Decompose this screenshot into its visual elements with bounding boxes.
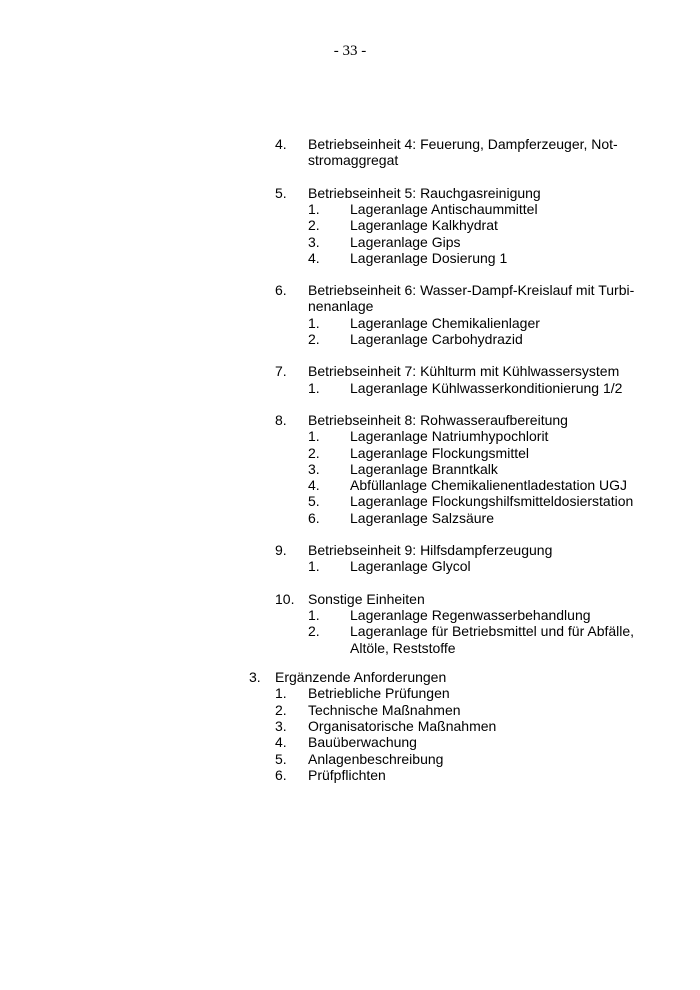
list-text: Altöle, Reststoffe <box>350 639 456 656</box>
list-number: 4. <box>275 136 287 152</box>
list-number: 4. <box>308 477 320 494</box>
list-number: 1. <box>308 558 320 575</box>
list-text: Lageranlage Branntkalk <box>350 460 498 477</box>
list-text: Lageranlage Flockungshilfsmitteldosierstation <box>350 493 634 510</box>
list-text: Betriebseinheit 9: Hilfsdampferzeugung <box>308 542 553 558</box>
list-text: Lageranlage Gips <box>350 233 461 250</box>
list-text: Betriebliche Prüfungen <box>308 685 450 702</box>
list-number: 1. <box>308 200 320 217</box>
list-text: stromaggregat <box>308 152 399 169</box>
list-text: Prüfpflichten <box>308 766 386 783</box>
list-number: 1. <box>308 606 320 623</box>
list-number: 1. <box>275 685 287 702</box>
list-text: Lageranlage Chemikalienlager <box>350 314 540 331</box>
list-text: Sonstige Einheiten <box>308 590 425 607</box>
list-number: 4. <box>308 249 320 266</box>
list-number: 4. <box>275 734 287 751</box>
list-number: 6. <box>275 282 287 299</box>
list-text: Lageranlage Natriumhypochlorit <box>350 428 549 445</box>
list-number: 2. <box>308 331 320 347</box>
list-text: Betriebseinheit 6: Wasser-Dampf-Kreislauf mit Turbi- <box>308 282 635 299</box>
list-text: Lageranlage Dosierung 1 <box>350 249 508 266</box>
list-number: 2. <box>275 701 287 718</box>
list-number: 2. <box>308 444 320 461</box>
list-text: Betriebseinheit 4: Feuerung, Dampferzeuger, Not- <box>308 136 618 152</box>
list-number: 2. <box>308 217 320 234</box>
list-number: 5. <box>275 750 287 767</box>
list-number: 3. <box>308 460 320 477</box>
list-number: 7. <box>275 363 287 380</box>
list-text: Lageranlage Glycol <box>350 558 471 575</box>
list-text: Anlagenbeschreibung <box>308 750 444 767</box>
list-text: Betriebseinheit 7: Kühlturm mit Kühlwassersystem <box>308 363 620 380</box>
list-text: Lageranlage Salzsäure <box>350 509 494 526</box>
list-text: Betriebseinheit 5: Rauchgasreinigung <box>308 184 541 201</box>
list-text: Lageranlage Regenwasserbehandlung <box>350 606 591 623</box>
list-number: 8. <box>275 411 287 428</box>
list-text: Lageranlage Kalkhydrat <box>350 217 498 234</box>
list-number: 9. <box>275 542 287 558</box>
list-number: 1. <box>308 379 320 396</box>
list-text: Lageranlage für Betriebsmittel und für Abfälle, <box>350 623 635 640</box>
list-text: Bauüberwachung <box>308 734 417 751</box>
list-text: Abfüllanlage Chemikalienentladestation UGJ <box>350 477 628 494</box>
list-text: Technische Maßnahmen <box>308 701 461 718</box>
page-number: - 33 - <box>333 43 367 59</box>
list-number: 10. <box>275 590 295 607</box>
list-number: 3. <box>308 233 320 250</box>
list-number: 1. <box>308 314 320 331</box>
list-text: nenanlage <box>308 298 374 315</box>
list-text: Lageranlage Antischaummittel <box>350 200 538 217</box>
list-text: Ergänzende Anforderungen <box>275 669 447 685</box>
list-text: Lageranlage Carbohydrazid <box>350 331 523 347</box>
list-number: 5. <box>275 184 287 201</box>
list-text: Lageranlage Flockungsmittel <box>350 444 529 461</box>
list-number: 6. <box>308 509 320 526</box>
list-number: 5. <box>308 493 320 510</box>
list-number: 3. <box>249 669 261 685</box>
list-number: 1. <box>308 428 320 445</box>
list-text: Betriebseinheit 8: Rohwasseraufbereitung <box>308 411 568 428</box>
list-number: 6. <box>275 766 287 783</box>
list-text: Lageranlage Kühlwasserkonditionierung 1/2 <box>350 379 623 396</box>
list-number: 3. <box>275 717 287 734</box>
list-text: Organisatorische Maßnahmen <box>308 717 497 734</box>
list-number: 2. <box>308 623 320 640</box>
